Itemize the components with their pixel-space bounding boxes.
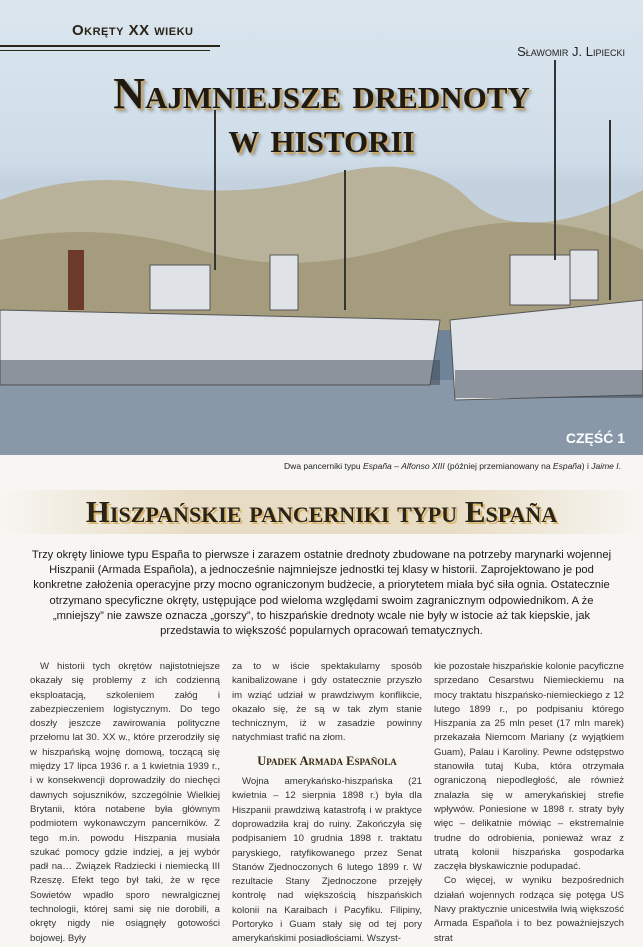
series-title: Okręty XX wieku <box>72 22 194 39</box>
body-paragraph: Wojna amerykańsko-hiszpańska (21 kwietnia – 12 sierpnia 1898 r.) była dla Hiszpanii prawdziwą katastrofą i w praktyce doprowadziła kraj do ruiny. Zakończyła się podpisaniem 10 grudnia 1898 r. traktatu paryskiego, ratyfikowanego przez Senat Stanów Zjednoczonych 6 lutego 1899 r. W rezultacie Stany Zjednoczone przejęły kontrolę nad większością hiszpańskich kolonii na Karaibach i Pacyfiku. Filipiny, Portoryko i Guam stały się od tej pory amerykańskimi posiadłościami. Wszyst- <box>232 776 422 945</box>
column-2 <box>232 660 422 947</box>
body-paragraph: W historii tych okrętów najistotniejsze okazały się problemy z ich codzienną eksploatacją, szkoleniem załóg i zabezpieczeniem logistycznym. Do tego doszły jeszcze zawirowania polityczne przełomu lat 30. XX w., które przerodziły się w hiszpańską wojnę domową, toczącą się między 17 lipca 1936 r. a 1 kwietnia 1939 r., i w konsekwencji doprowadziły do niechęci dawnych sojuszników, szczególnie Wielkiej Brytanii, która notabene była głównym podmiotem wykonawczym pancerników. Z tego m.in. powodu Hiszpania musiała szukać pomocy gdzie indziej, a jej wybór padł na… Związek Radziecki i niemiecką III Rzeszę. Efekt tego był taki, że w ręce Sowietów wpadło sporo newralgicznej technologii, której sami się nie dorobili, a okręty nigdy nie osiągnęły gotowości bojowej. Były <box>30 661 220 944</box>
column-1 <box>30 660 220 947</box>
article-title-line1: Najmniejsze drednoty <box>113 69 530 118</box>
series-rule <box>0 45 220 47</box>
author-name: Sławomir J. Lipiecki <box>517 44 625 59</box>
series-rule-thin <box>0 50 210 51</box>
section-banner <box>0 490 643 534</box>
article-title-line2: w historii <box>228 113 415 162</box>
column-3 <box>434 660 624 947</box>
part-label: CZĘŚĆ 1 <box>565 430 625 446</box>
hero-photo-battleships <box>0 0 643 455</box>
body-paragraph: za to w iście spektakularny sposób kanibalizowane i gdy ostatecznie przyszło im wziąć udział w prawdziwym konflikcie, okazało się, że są w tak złym stanie technicznym, iż w zasadzie powinny natychmiast trafić na złom. <box>232 661 422 744</box>
section-heading: Upadek Armada Española <box>257 753 397 768</box>
body-paragraph: Co więcej, w wyniku bezpośrednich działań wojennych rodząca się potęga US Navy praktycznie unicestwiła lwią większość Armada Española i to bez poważniejszych strat <box>434 875 624 944</box>
lead-paragraph: Trzy okręty liniowe typu España to pierwsze i zarazem ostatnie drednoty zbudowane na potrzeby marynarki wojennej Hiszpanii (Armada Española), a jednocześnie najmniejsze jednostki tej klasy w historii. Zaprojektowano je pod konkretne założenia operacyjne przy mocno ograniczonym budżecie, a priorytetem miała być siła ognia. Ostatecznie otrzymano specyficzne okręty, ustępujące pod wieloma względami swoim zagranicznym odpowiednikom. A że „mniejszy” nie zawsze oznacza „gorszy”, to hiszpańskie drednoty wcale nie były w istocie aż tak kiepskie, jak przedstawia to większość popularnych opracowań tematycznych. <box>31 549 612 638</box>
section-title: Hiszpańskie pancerniki typu España <box>85 494 558 529</box>
body-paragraph: kie pozostałe hiszpańskie kolonie pacyficzne sprzedano Cesarstwu Niemieckiemu na mocy traktatu hiszpańsko-niemieckiego z 12 lutego 1899 r., po podpisaniu którego Hiszpania za 25 mln peset (17 mln marek) przekazała Niemcom Mariany (z wyjątkiem Guam), Palau i Karoliny. Pewne odstępstwo stanowiła tutaj Kuba, która otrzymała ograniczoną niepodległość, ale również znalazła się w amerykańskiej strefie wpływów. Poniesione w 1898 r. straty były więc – delikatnie mówiąc – ekstremalnie trudne do odrobienia, ponieważ wraz z utratą kolonii hiszpańska gospodarka zaczęła błyskawicznie podupadać. <box>434 661 624 873</box>
photo-caption: Dwa pancerniki typu España – Alfonso XIII (później przemianowany na España) i Jaime I. <box>284 461 621 471</box>
article-body <box>30 660 625 947</box>
